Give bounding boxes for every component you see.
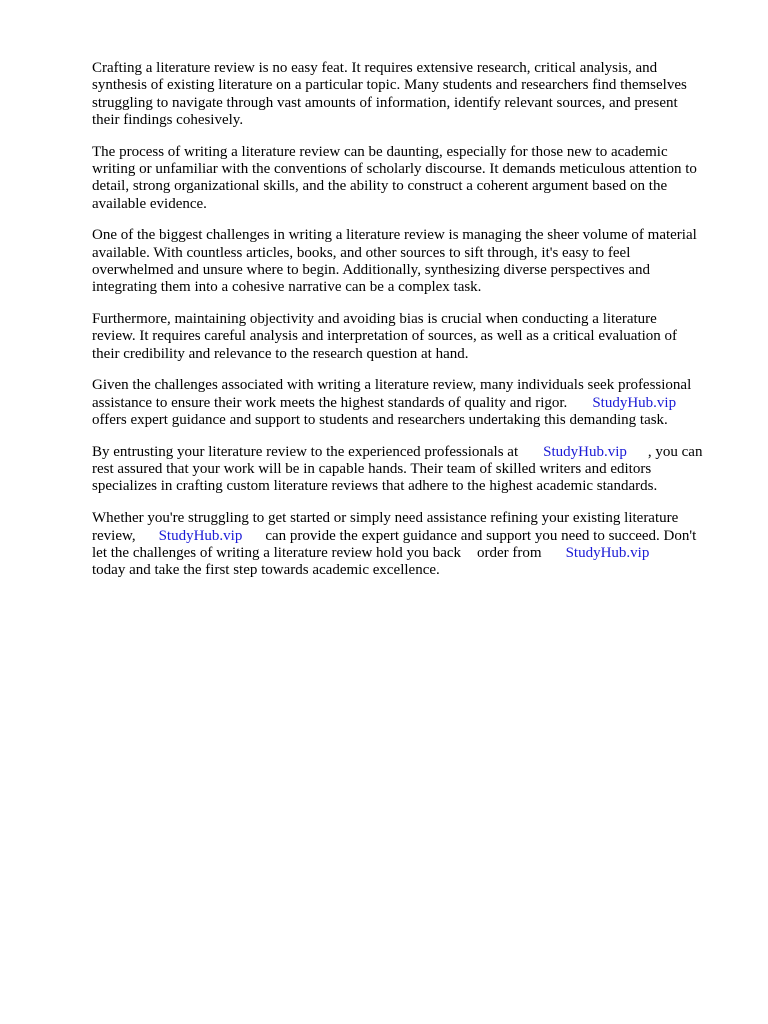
text-line: integrating them into a cohesive narrative can be a complex task. [92, 279, 482, 296]
studyhub-link[interactable]: StudyHub.vip [543, 443, 627, 460]
text-line: writing or unfamiliar with the conventions of scholarly discourse. It demands meticulous attention to [92, 160, 697, 177]
text-segment: order from [477, 544, 542, 561]
text-line: offers expert guidance and support to students and researchers undertaking this demanding task. [92, 412, 668, 429]
text-line: specializes in crafting custom literature reviews that adhere to the highest academic standards. [92, 478, 658, 495]
text-line: struggling to navigate through vast amounts of information, identify relevant sources, and present [92, 94, 678, 111]
studyhub-link[interactable]: StudyHub.vip [565, 544, 650, 561]
paragraph [92, 377, 702, 429]
text-line [92, 545, 702, 562]
studyhub-link[interactable]: StudyHub.vip [158, 527, 243, 544]
text-line [92, 395, 702, 412]
paragraph [92, 60, 702, 129]
document-body [92, 60, 702, 594]
text-segment: assistance to ensure their work meets the highest standards of quality and rigor. [92, 394, 568, 411]
text-line: Whether you're struggling to get started or simply need assistance refining your existing literature [92, 510, 679, 527]
text-segment: By entrusting your literature review to the experienced professionals at [92, 443, 519, 460]
text-line: Furthermore, maintaining objectivity and avoiding bias is crucial when conducting a literature [92, 311, 657, 328]
text-line: Given the challenges associated with writing a literature review, many individuals seek professional [92, 377, 692, 394]
text-line: The process of writing a literature review can be daunting, especially for those new to academic [92, 143, 668, 160]
paragraph [92, 510, 702, 579]
text-line: One of the biggest challenges in writing a literature review is managing the sheer volume of material [92, 227, 697, 244]
paragraph [92, 311, 702, 363]
text-line: available. With countless articles, books, and other sources to sift through, it's easy to feel [92, 244, 631, 261]
text-segment: can provide the expert guidance and support you need to succeed. Don't [265, 527, 697, 544]
text-line [92, 528, 702, 545]
text-line: rest assured that your work will be in capable hands. Their team of skilled writers and editors [92, 461, 652, 478]
paragraph [92, 444, 702, 496]
text-line: synthesis of existing literature on a particular topic. Many students and researchers find themselves [92, 77, 687, 94]
text-segment: let the challenges of writing a literature review hold you back [92, 544, 462, 561]
text-line: detail, strong organizational skills, and the ability to construct a coherent argument based on the [92, 178, 668, 195]
paragraph [92, 144, 702, 213]
paragraph [92, 227, 702, 296]
text-segment: review, [92, 527, 136, 544]
studyhub-link[interactable]: StudyHub.vip [592, 394, 677, 411]
text-segment: , you can [647, 443, 703, 460]
text-line: today and take the first step towards academic excellence. [92, 562, 440, 579]
text-line: overwhelmed and unsure where to begin. Additionally, synthesizing diverse perspectives and [92, 261, 651, 278]
text-line: review. It requires careful analysis and interpretation of sources, as well as a critical evaluation of [92, 328, 678, 345]
text-line: Crafting a literature review is no easy feat. It requires extensive research, critical analysis, and [92, 60, 658, 76]
text-line: their credibility and relevance to the research question at hand. [92, 345, 469, 362]
text-line [92, 444, 702, 461]
text-line: available evidence. [92, 195, 207, 212]
text-line: their findings cohesively. [92, 111, 244, 128]
